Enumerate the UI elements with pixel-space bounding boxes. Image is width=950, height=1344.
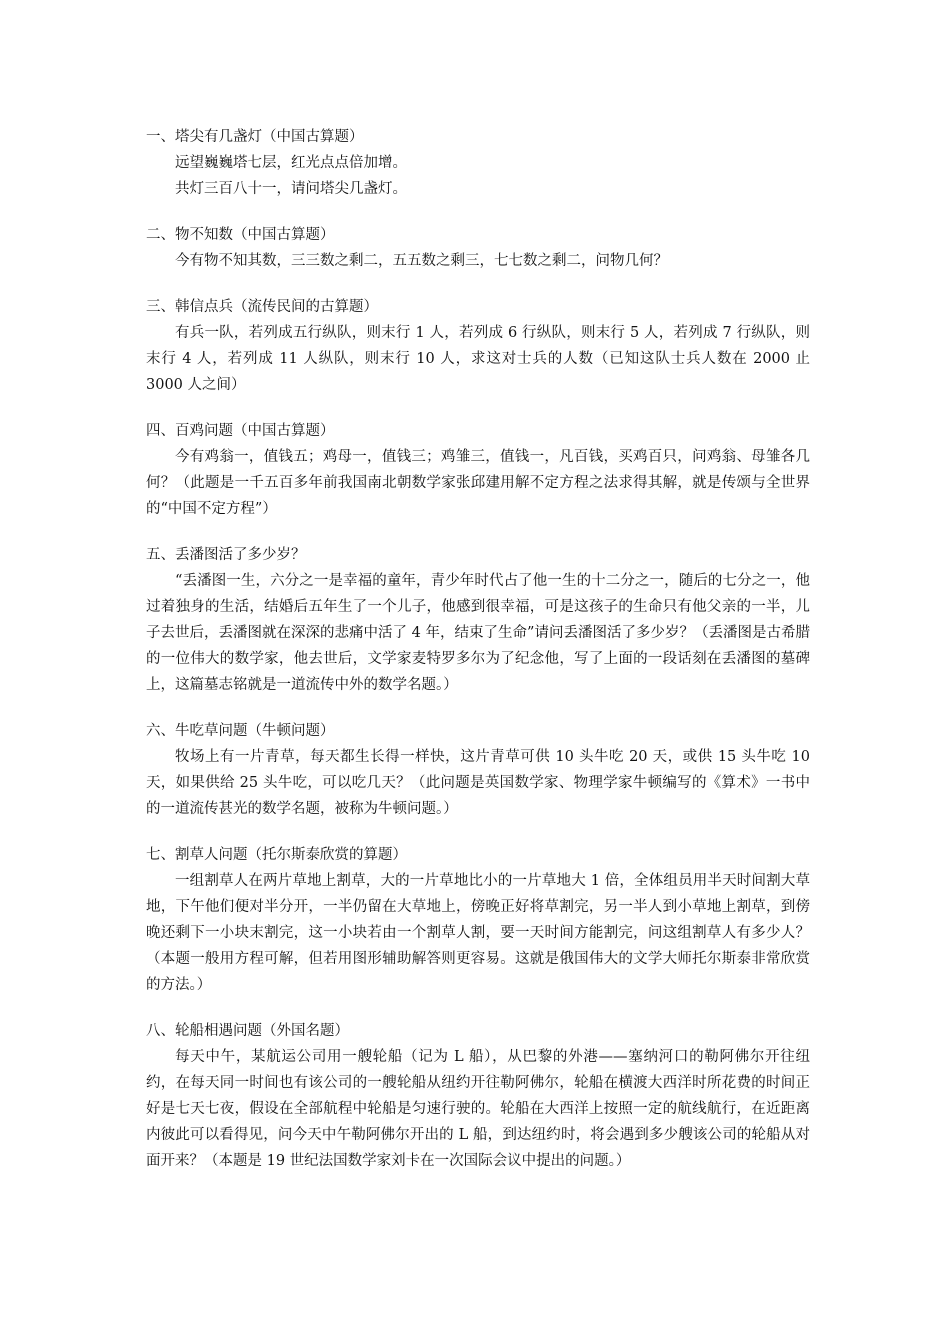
problem-2 bbox=[146, 222, 810, 274]
problem-2-text: 今有物不知其数，三三数之剩二，五五数之剩三，七七数之剩二，问物几何？ bbox=[175, 253, 668, 269]
problem-4-title: 四、百鸡问题（中国古算题） bbox=[146, 423, 335, 439]
problem-4 bbox=[146, 418, 810, 522]
problem-6-text: 牧场上有一片青草，每天都生长得一样快，这片青草可供 10 头牛吃 20 天，或供 15 头牛吃 10 天，如果供给 25 头牛吃，可以吃几天？（此问题是英国数学家、物理学家牛顿编写的《算术》一书中的一道流传甚光的数学名题，被称为牛顿问题。） bbox=[146, 749, 810, 817]
problem-8-title: 八、轮船相遇问题（外国名题） bbox=[146, 1023, 349, 1039]
problem-8 bbox=[146, 1018, 810, 1174]
problem-3 bbox=[146, 294, 810, 398]
problem-6 bbox=[146, 718, 810, 822]
problem-7 bbox=[146, 842, 810, 998]
problem-1 bbox=[146, 124, 810, 202]
problem-1-title: 一、塔尖有几盏灯（中国古算题） bbox=[146, 129, 364, 145]
problem-5-text: “丢潘图一生，六分之一是幸福的童年，青少年时代占了他一生的十二分之一，随后的七分之一，他过着独身的生活，结婚后五年生了一个儿子，他感到很幸福，可是这孩子的生命只有他父亲的一半，儿子去世后，丢潘图就在深深的悲痛中活了 4 年，结束了生命”请问丢潘图活了多少岁？（丢潘图是古希腊的一位伟大的数学家，他去世后，文学家麦特罗多尔为了纪念他，写了上面的一段话刻在丢潘图的墓碑上，这篇墓志铭就是一道流传中外的数学名题。） bbox=[146, 573, 810, 693]
problem-3-title: 三、韩信点兵（流传民间的古算题） bbox=[146, 299, 378, 315]
document-page bbox=[146, 124, 810, 1194]
problem-7-title: 七、割草人问题（托尔斯泰欣赏的算题） bbox=[146, 847, 407, 863]
problem-6-title: 六、牛吃草问题（牛顿问题） bbox=[146, 723, 335, 739]
problem-3-text: 有兵一队，若列成五行纵队，则末行 1 人，若列成 6 行纵队，则末行 5 人，若列成 7 行纵队，则末行 4 人，若列成 11 人纵队，则末行 10 人，求这对士兵的人数（已知这队士兵人数在 2000 止 3000 人之间） bbox=[146, 325, 810, 393]
problem-8-text: 每天中午，某航运公司用一艘轮船（记为 L 船），从巴黎的外港——塞纳河口的勒阿佛尔开往纽约，在每天同一时间也有该公司的一艘轮船从纽约开往勒阿佛尔，轮船在横渡大西洋时所花费的时间正好是七天七夜，假设在全部航程中轮船是匀速行驶的。轮船在大西洋上按照一定的航线航行，在近距离内彼此可以看得见，问今天中午勒阿佛尔开出的 L 船，到达纽约时，将会遇到多少艘该公司的轮船从对面开来？（本题是 19 世纪法国数学家刘卡在一次国际会议中提出的问题。） bbox=[146, 1049, 810, 1169]
problem-5 bbox=[146, 542, 810, 698]
problem-2-title: 二、物不知数（中国古算题） bbox=[146, 227, 335, 243]
problem-5-title: 五、丢潘图活了多少岁？ bbox=[146, 547, 306, 563]
problem-1-line-2: 共灯三百八十一，请问塔尖几盏灯。 bbox=[175, 181, 407, 197]
problem-7-text: 一组割草人在两片草地上割草，大的一片草地比小的一片草地大 1 倍，全体组员用半天时间割大草地，下午他们便对半分开，一半仍留在大草地上，傍晚正好将草割完，另一半人到小草地上割草，到傍晚还剩下一小块末割完，这一小块若由一个割草人割，要一天时间方能割完，问这组割草人有多少人？（本题一般用方程可解，但若用图形辅助解答则更容易。这就是俄国伟大的文学大师托尔斯泰非常欣赏的方法。） bbox=[146, 873, 810, 993]
problem-4-text: 今有鸡翁一，值钱五；鸡母一，值钱三；鸡雏三，值钱一，凡百钱，买鸡百只，问鸡翁、母雏各几何？（此题是一千五百多年前我国南北朝数学家张邱建用解不定方程之法求得其解，就是传颂与全世界的“中国不定方程”） bbox=[146, 449, 810, 517]
problem-1-line-1: 远望巍巍塔七层，红光点点倍加增。 bbox=[175, 155, 407, 171]
